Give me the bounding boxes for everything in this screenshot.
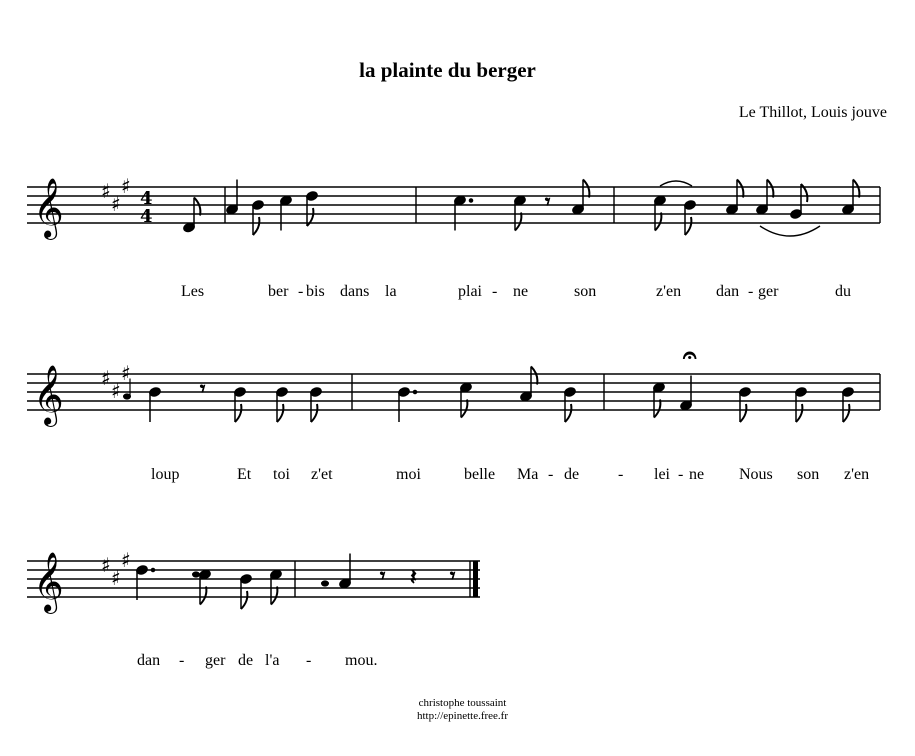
lyric-syllable: moi	[396, 466, 421, 483]
note-flag	[311, 404, 317, 422]
sharp-icon: ♯	[121, 361, 131, 385]
sharp-icon: ♯	[121, 548, 131, 572]
treble-clef-icon: 𝄞	[33, 552, 64, 612]
lyric-syllable: Et	[237, 466, 252, 483]
lyric-syllable: ger	[205, 652, 226, 669]
lyric-hyphen: -	[492, 283, 498, 300]
lyric-syllable: z'en	[656, 283, 682, 300]
composer-credit: Le Thillot, Louis jouve	[738, 104, 887, 121]
note-flag	[796, 404, 802, 422]
note-flag	[565, 404, 571, 422]
lyric-syllable: ne	[689, 466, 705, 483]
sharp-icon: ♯	[121, 174, 131, 198]
footer-author: christophe toussaint	[418, 697, 507, 709]
lyric-syllable: lei	[654, 466, 670, 483]
note-flag	[531, 367, 537, 385]
eighth-rest-icon: 𝄾	[380, 563, 386, 588]
sharp-icon: ♯	[111, 379, 121, 403]
note-dot	[413, 390, 417, 394]
note-flag	[583, 180, 589, 198]
note-flag	[194, 198, 200, 216]
treble-clef-icon: 𝄞	[33, 178, 64, 238]
note-dot	[151, 568, 155, 572]
lyric-syllable: z'en	[844, 466, 870, 483]
lyric-syllable: Ma	[517, 466, 539, 483]
lyric-syllable: dan	[716, 283, 740, 300]
lyric-syllable: ber	[268, 283, 289, 300]
footer-url: http://epinette.free.fr	[416, 710, 508, 722]
tie	[660, 181, 692, 186]
note-flag	[200, 587, 206, 605]
sharp-icon: ♯	[111, 192, 121, 216]
note-dot	[469, 199, 473, 203]
final-bar-line	[473, 561, 478, 597]
time-signature: 4	[140, 206, 153, 227]
lyric-syllable: mou.	[345, 652, 378, 669]
lyric-syllable: toi	[273, 466, 290, 483]
eighth-rest-icon: 𝄾	[450, 563, 456, 588]
lyric-hyphen: -	[748, 283, 754, 300]
lyric-syllable: belle	[464, 466, 496, 483]
lyric-hyphen: -	[298, 283, 304, 300]
lyric-hyphen: -	[678, 466, 684, 483]
quarter-rest-icon: 𝄽	[410, 565, 417, 591]
lyric-syllable: plai	[458, 283, 482, 300]
note-flag	[271, 587, 277, 605]
lyric-hyphen: -	[306, 652, 312, 669]
lyric-hyphen: -	[618, 466, 624, 483]
note-flag	[253, 217, 259, 235]
note-flag	[767, 180, 773, 198]
note-flag	[853, 180, 859, 198]
treble-clef-icon: 𝄞	[33, 365, 64, 425]
lyric-syllable: Les	[181, 283, 205, 300]
lyric-syllable: du	[835, 283, 851, 300]
note-flag	[740, 404, 746, 422]
lyric-syllable: z'et	[311, 466, 333, 483]
lyric-hyphen: -	[548, 466, 554, 483]
lyric-syllable: son	[797, 466, 820, 483]
note-flag	[737, 180, 743, 198]
note-flag	[843, 404, 849, 422]
lyric-syllable: l'a	[265, 652, 280, 669]
lyric-syllable: bis	[306, 283, 325, 300]
note-flag	[685, 217, 691, 235]
lyric-syllable: dans	[340, 283, 370, 300]
song-title: la plainte du berger	[359, 58, 536, 82]
note-flag	[655, 213, 661, 231]
sharp-icon: ♯	[101, 179, 111, 203]
lyric-syllable: dan	[137, 652, 161, 669]
sharp-icon: ♯	[101, 366, 111, 390]
lyric-syllable: ger	[758, 283, 779, 300]
lyric-syllable: son	[574, 283, 597, 300]
note-flag	[241, 591, 247, 609]
eighth-rest-icon: 𝄾	[545, 189, 551, 214]
note-flag	[235, 404, 241, 422]
fermata-icon: 𝄐	[683, 341, 697, 369]
lyric-syllable: Nous	[739, 466, 773, 483]
slur	[760, 226, 820, 236]
lyric-syllable: de	[238, 652, 254, 669]
lyric-hyphen: -	[179, 652, 185, 669]
sharp-icon: ♯	[101, 553, 111, 577]
eighth-rest-icon: 𝄾	[200, 376, 206, 401]
note-flag	[654, 400, 660, 418]
lyric-syllable: la	[385, 283, 397, 300]
note-flag	[277, 404, 283, 422]
lyric-syllable: de	[564, 466, 580, 483]
note-flag	[461, 400, 467, 418]
lyric-syllable: ne	[513, 283, 529, 300]
sharp-icon: ♯	[111, 566, 121, 590]
note-flag	[515, 213, 521, 231]
grace-note-head	[193, 572, 200, 577]
time-signature: 4	[140, 188, 153, 209]
grace-note-head	[322, 581, 329, 586]
lyric-syllable: loup	[151, 466, 180, 483]
